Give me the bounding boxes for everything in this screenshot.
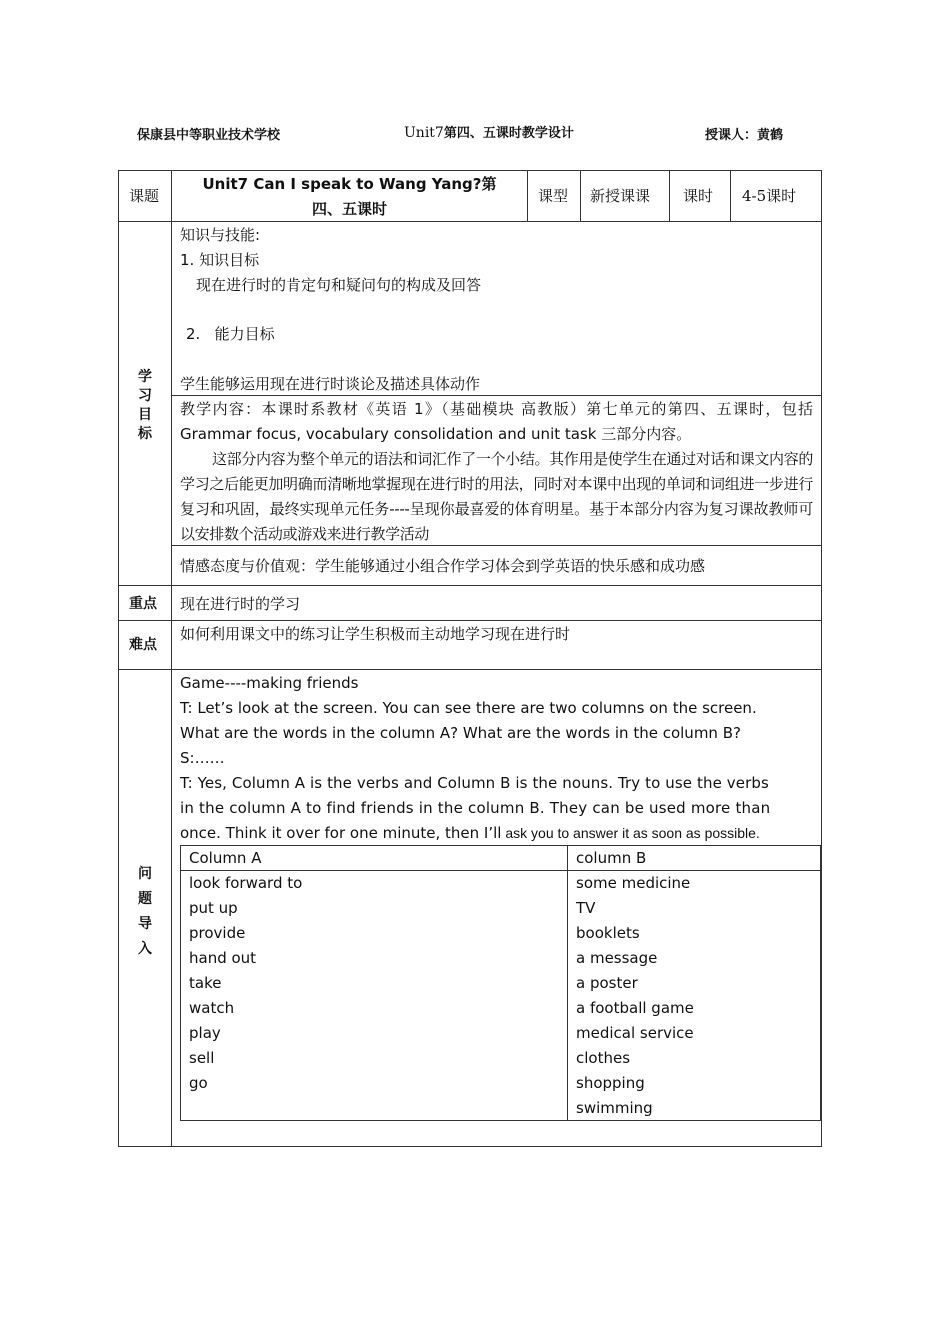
list-item: provide bbox=[189, 924, 246, 942]
list-item: TV bbox=[576, 899, 596, 917]
list-item: some medicine bbox=[576, 874, 691, 892]
key-point-label: 重点 bbox=[129, 596, 157, 612]
list-item: look forward to bbox=[189, 874, 303, 892]
game-title: Game----making friends bbox=[180, 674, 359, 692]
teacher-line-1b: What are the words in the column A? What are the words in the column B? bbox=[180, 724, 741, 742]
topic-value-line2: 四、五课时 bbox=[311, 200, 387, 218]
list-item: go bbox=[189, 1074, 208, 1092]
list-item: booklets bbox=[576, 924, 640, 942]
difficulty-label: 难点 bbox=[129, 637, 157, 653]
column-divider bbox=[580, 170, 581, 222]
column-b-list bbox=[576, 871, 694, 1121]
knowledge-item-2-detail: 学生能够运用现在进行时谈论及描述具体动作 bbox=[180, 375, 481, 393]
column-a-list bbox=[189, 871, 302, 1096]
column-divider bbox=[527, 170, 528, 222]
list-item: take bbox=[189, 974, 222, 992]
type-label: 课型 bbox=[538, 187, 569, 205]
list-item: clothes bbox=[576, 1049, 631, 1067]
document-title bbox=[404, 122, 574, 141]
attitude-values: 情感态度与价值观：学生能够通过小组合作学习体会到学英语的快乐感和成功感 bbox=[180, 557, 706, 575]
list-item: sell bbox=[189, 1049, 215, 1067]
table-border-top bbox=[118, 170, 822, 171]
school-name: 保康县中等职业技术学校 bbox=[137, 128, 281, 143]
student-line: S:…… bbox=[180, 749, 225, 767]
row-divider bbox=[118, 585, 822, 586]
type-value: 新授课课 bbox=[590, 187, 651, 205]
table-border-bottom bbox=[118, 1146, 822, 1147]
inner-table-middle bbox=[567, 845, 568, 1121]
teacher-name: 授课人：黄鹤 bbox=[705, 128, 784, 143]
list-item: a message bbox=[576, 949, 658, 967]
objectives-label: 学 习 目 标 bbox=[138, 369, 152, 442]
hours-label: 课时 bbox=[683, 187, 714, 205]
list-item: hand out bbox=[189, 949, 257, 967]
list-item: a poster bbox=[576, 974, 638, 992]
difficulty-value: 如何利用课文中的练习让学生积极而主动地学习现在进行时 bbox=[180, 625, 571, 643]
column-b-header: column B bbox=[576, 849, 647, 867]
column-a-header: Column A bbox=[189, 849, 262, 867]
row-divider bbox=[118, 620, 822, 621]
knowledge-heading: 知识与技能: bbox=[180, 226, 261, 244]
teacher-line-1a: T: Let’s look at the screen. You can see there are two columns on the screen. bbox=[180, 699, 757, 717]
teacher-line-2c-end: ask you to answer it as soon as possible. bbox=[501, 825, 760, 841]
key-point-value: 现在进行时的学习 bbox=[180, 595, 301, 613]
list-item: play bbox=[189, 1024, 221, 1042]
teaching-content-paragraph-2: 这部分内容为整个单元的语法和词汇作了一个小结。其作用是使学生在通过对话和课文内容的学习之后能更加明确而清晰地掌握现在进行时的用法，同时对本课中出现的单词和词组进一步进行复习和巩固，最终实现单元任务----呈现你最喜爱的体育明星。基于本部分内容为复习课故教师可以安排数个活动或游戏来进行教学活动 bbox=[180, 450, 813, 543]
lead-in-label: 问 题 导 入 bbox=[138, 866, 152, 957]
list-item: put up bbox=[189, 899, 238, 917]
list-item: shopping bbox=[576, 1074, 645, 1092]
teacher-line-2a: T: Yes, Column A is the verbs and Column B is the nouns. Try to use the verbs bbox=[180, 774, 769, 792]
list-item: watch bbox=[189, 999, 235, 1017]
unit-prefix: Unit7 bbox=[404, 125, 444, 141]
teacher-line-2c-start: once. Think it over for one minute, then I’ll bbox=[180, 824, 502, 842]
list-item: medical service bbox=[576, 1024, 694, 1042]
column-divider bbox=[669, 170, 670, 222]
table-border-left bbox=[118, 170, 119, 1147]
topic-value-line1: Unit7 Can I speak to Wang Yang?第 bbox=[202, 175, 497, 193]
teaching-content-paragraph-1: 教学内容：本课时系教材《英语 1》（基础模块 高教版）第七单元的第四、五课时，包括 Grammar focus, vocabulary consolidation and unit task 三部分内容。 bbox=[180, 400, 813, 443]
teacher-line-2c bbox=[180, 821, 760, 846]
inner-table-bottom bbox=[180, 1120, 821, 1121]
table-border-right bbox=[821, 170, 822, 1147]
unit-title: 第四、五课时教学设计 bbox=[443, 126, 574, 141]
knowledge-item-2: 2. 能力目标 bbox=[186, 325, 275, 343]
hours-value: 4-5课时 bbox=[742, 187, 797, 205]
knowledge-item-1: 1. 知识目标 bbox=[180, 251, 260, 269]
list-item: a football game bbox=[576, 999, 694, 1017]
topic-label: 课题 bbox=[129, 187, 160, 205]
knowledge-item-1-detail: 现在进行时的肯定句和疑问句的构成及回答 bbox=[196, 276, 482, 294]
inner-table-right bbox=[820, 845, 821, 1121]
inner-table-left bbox=[180, 845, 181, 1121]
teacher-line-2b: in the column A to find friends in the column B. They can be used more than bbox=[180, 799, 771, 817]
column-divider bbox=[171, 170, 172, 1147]
column-divider bbox=[730, 170, 731, 222]
row-divider bbox=[118, 669, 822, 670]
list-item: swimming bbox=[576, 1099, 653, 1117]
